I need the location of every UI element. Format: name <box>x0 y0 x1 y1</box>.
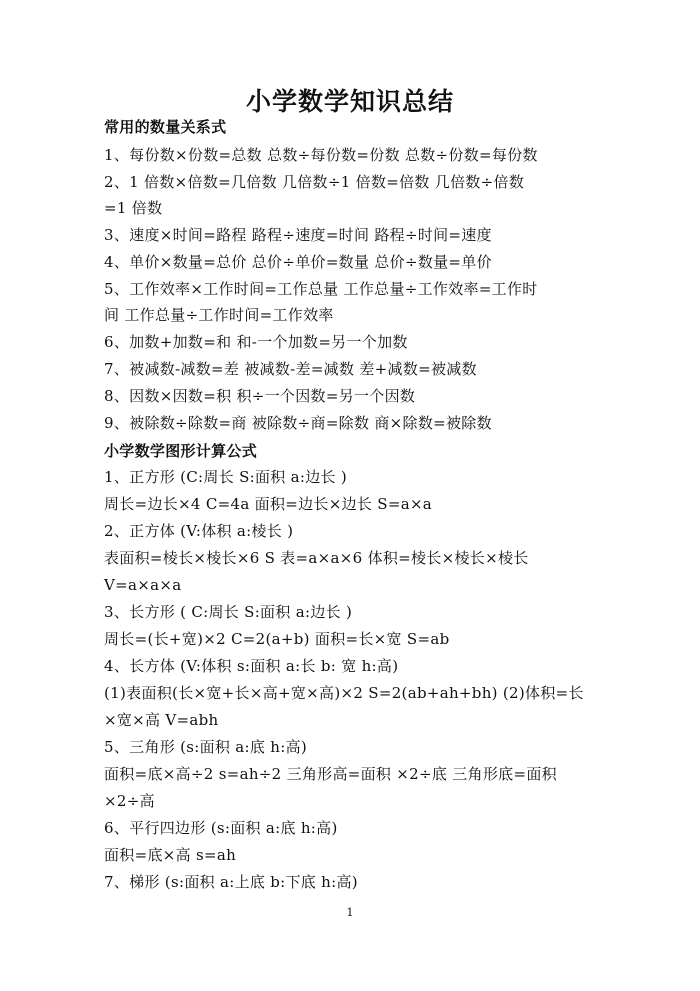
formula-line: ×2÷高 <box>104 792 155 810</box>
formula-line: 7、梯形 (s:面积 a:上底 b:下底 h:高) <box>104 873 358 891</box>
formula-line: 9、被除数÷除数=商 被除数÷商=除数 商×除数=被除数 <box>104 414 492 432</box>
formula-line: 面积=底×高 s=ah <box>104 846 237 864</box>
formula-line: 2、正方体 (V:体积 a:棱长 ) <box>104 522 294 540</box>
section-heading-geometry: 小学数学图形计算公式 <box>104 442 258 460</box>
formula-line: 6、加数+加数=和 和-一个加数=另一个加数 <box>104 333 408 351</box>
formula-line: 4、单价×数量=总价 总价÷单价=数量 总价÷数量=单价 <box>104 253 492 271</box>
formula-line: 1、正方形 (C:周长 S:面积 a:边长 ) <box>104 468 348 486</box>
formula-line: 7、被减数-减数=差 被减数-差=减数 差+减数=被减数 <box>104 360 477 378</box>
page-number: 1 <box>346 906 354 919</box>
formula-line: V=a×a×a <box>104 576 182 594</box>
section-heading-quantity: 常用的数量关系式 <box>104 118 227 136</box>
formula-line: 8、因数×因数=积 积÷一个因数=另一个因数 <box>104 387 416 405</box>
formula-line: 表面积=棱长×棱长×6 S 表=a×a×6 体积=棱长×棱长×棱长 <box>104 549 529 567</box>
formula-line: (1)表面积(长×宽+长×高+宽×高)×2 S=2(ab+ah+bh) (2)体积=长 <box>104 684 584 702</box>
formula-line: 6、平行四边形 (s:面积 a:底 h:高) <box>104 819 338 837</box>
formula-line: =1 倍数 <box>104 199 163 217</box>
formula-line: 周长=边长×4 C=4a 面积=边长×边长 S=a×a <box>104 495 433 513</box>
formula-line: 3、长方形 ( C:周长 S:面积 a:边长 ) <box>104 603 353 621</box>
page-title: 小学数学知识总结 <box>245 87 454 116</box>
formula-line: 间 工作总量÷工作时间=工作效率 <box>104 306 334 324</box>
formula-line: 周长=(长+宽)×2 C=2(a+b) 面积=长×宽 S=ab <box>104 630 450 648</box>
formula-line: 面积=底×高÷2 s=ah÷2 三角形高=面积 ×2÷底 三角形底=面积 <box>104 765 557 783</box>
formula-line: 5、三角形 (s:面积 a:底 h:高) <box>104 738 308 756</box>
formula-line: 5、工作效率×工作时间=工作总量 工作总量÷工作效率=工作时 <box>104 280 538 298</box>
formula-line: 2、1 倍数×倍数=几倍数 几倍数÷1 倍数=倍数 几倍数÷倍数 <box>104 173 525 191</box>
formula-line: ×宽×高 V=abh <box>104 711 219 729</box>
formula-line: 3、速度×时间=路程 路程÷速度=时间 路程÷时间=速度 <box>104 226 492 244</box>
formula-line: 4、长方体 (V:体积 s:面积 a:长 b: 宽 h:高) <box>104 657 399 675</box>
formula-line: 1、每份数×份数=总数 总数÷每份数=份数 总数÷份数=每份数 <box>104 146 538 164</box>
